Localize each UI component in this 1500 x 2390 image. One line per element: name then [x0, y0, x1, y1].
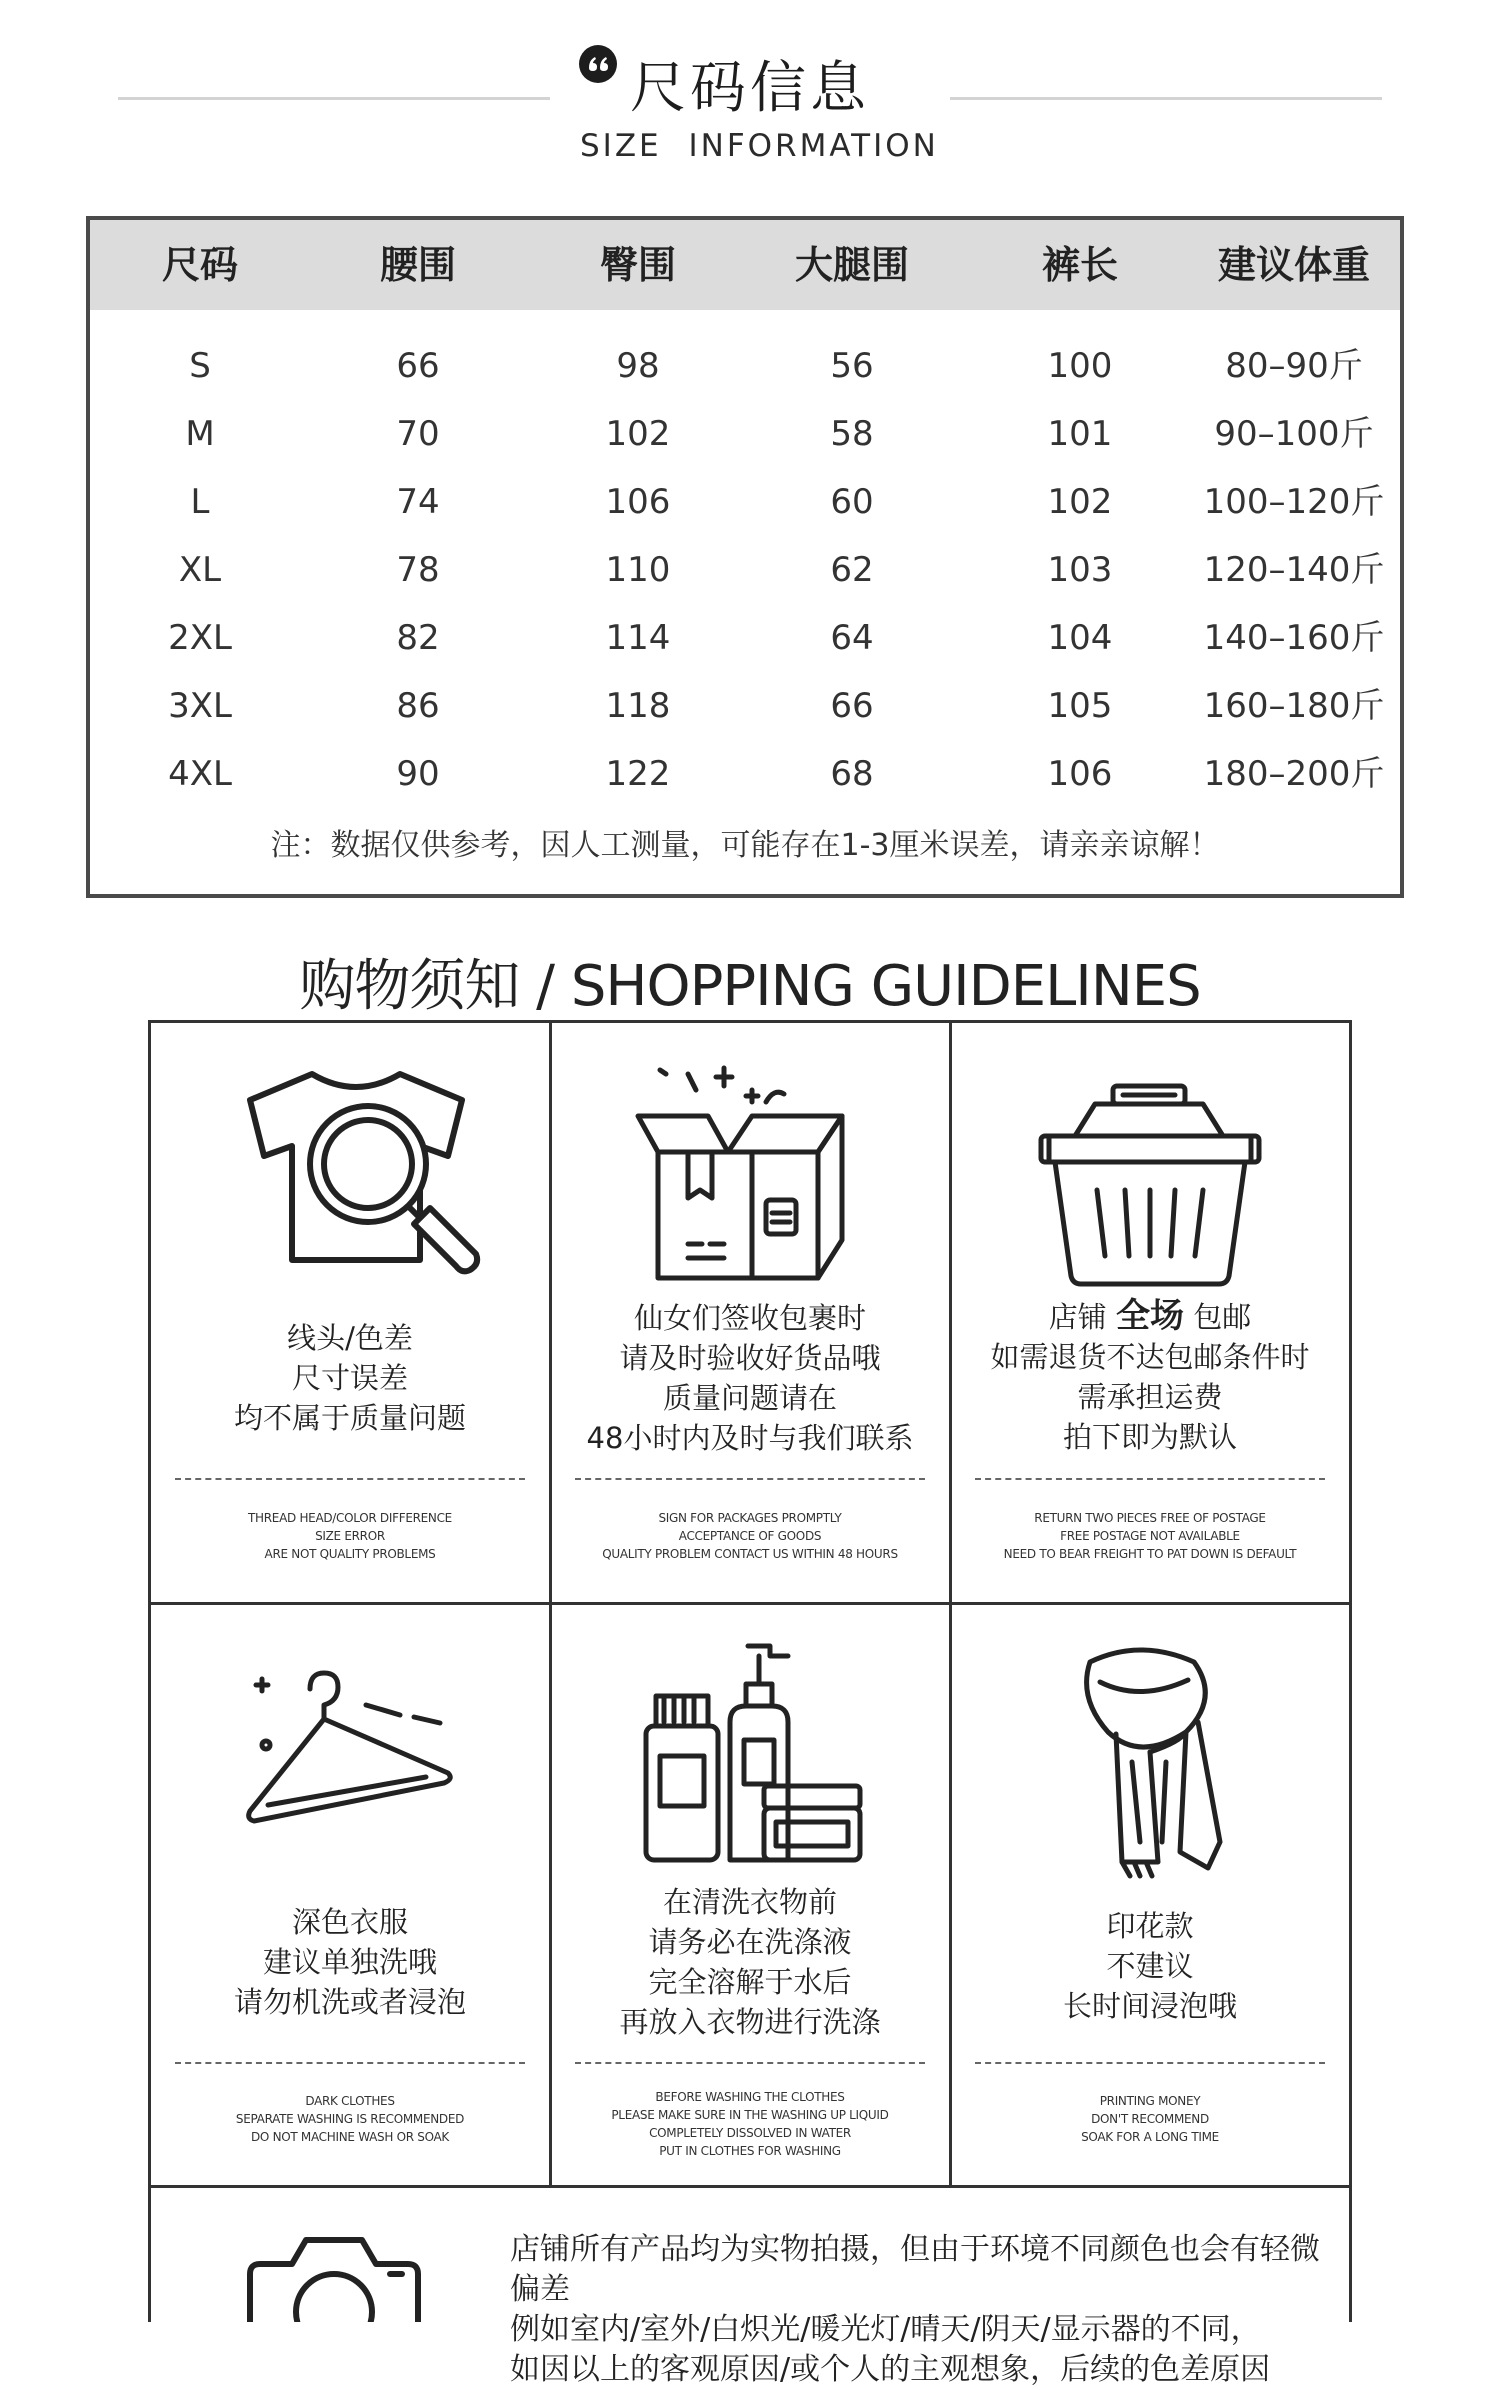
cell-waist: 78	[396, 550, 440, 590]
guide-en-line: SIGN FOR PACKAGES PROMPTLY	[658, 1511, 842, 1525]
table-row	[90, 468, 1400, 536]
cell-weight: 160–180斤	[1203, 686, 1385, 726]
guide-line-part: 包邮	[1184, 1300, 1252, 1334]
table-row	[90, 536, 1400, 604]
guide-line-free-shipping	[950, 1296, 1350, 1337]
guide-en-line: COMPLETELY DISSOLVED IN WATER	[649, 2126, 851, 2140]
guide-en-line: SOAK FOR A LONG TIME	[1081, 2130, 1219, 2144]
cell-length: 103	[1047, 550, 1113, 590]
dashed-divider	[575, 1478, 925, 1480]
guide-en-line: SEPARATE WASHING IS RECOMMENDED	[235, 2112, 465, 2126]
guide-line: 请及时验收好货品哦	[619, 1341, 881, 1375]
cell-hip: 122	[605, 754, 671, 794]
table-row	[90, 740, 1400, 808]
header-waist: 腰围	[379, 243, 456, 287]
header-weight: 建议体重	[1217, 243, 1370, 287]
cell-thigh: 66	[830, 686, 874, 726]
scarf-icon	[1070, 1642, 1230, 1882]
cell-hip: 98	[616, 346, 660, 386]
guide-line-part: 店铺	[1048, 1300, 1116, 1334]
cell-weight: 90–100斤	[1214, 414, 1374, 454]
guide-en-line: DO NOT MACHINE WASH OR SOAK	[250, 2130, 450, 2144]
cell-waist: 86	[396, 686, 440, 726]
guide-en-line: PLEASE MAKE SURE IN THE WASHING UP LIQUID	[611, 2108, 889, 2122]
guide-en-shipping	[945, 1509, 1355, 1563]
guide-line: 深色衣服	[291, 1905, 408, 1939]
cell-size: M	[185, 414, 215, 454]
guide-en-line: PRINTING MONEY	[1099, 2094, 1201, 2108]
table-row	[90, 400, 1400, 468]
guide-en-dark-clothes	[145, 2092, 555, 2146]
cell-length: 105	[1047, 686, 1113, 726]
dashed-divider	[575, 2062, 925, 2064]
size-table-header	[90, 220, 1400, 310]
guide-line: 线头/色差	[287, 1321, 413, 1355]
guide-line: 请勿机洗或者浸泡	[233, 1985, 466, 2019]
cell-hip: 102	[605, 414, 671, 454]
cell-size: 2XL	[168, 618, 232, 658]
guide-en-line: ARE NOT QUALITY PROBLEMS	[264, 1547, 436, 1561]
cell-length: 102	[1047, 482, 1113, 522]
shopping-basket-icon	[1035, 1080, 1265, 1290]
guide-line: 均不属于质量问题	[233, 1401, 466, 1435]
guide-line: 需承担运费	[1077, 1380, 1223, 1414]
grid-divider-row1	[148, 1602, 1352, 1605]
guide-line: 长时间浸泡哦	[1062, 1989, 1237, 2023]
cell-weight: 180–200斤	[1203, 754, 1385, 794]
size-subtitle: SIZE INFORMATION	[580, 128, 939, 164]
cell-size: L	[190, 482, 210, 522]
guide-en-line: NEED TO BEAR FREIGHT TO PAT DOWN IS DEFAULT	[1003, 1547, 1297, 1561]
guide-line: 建议单独洗哦	[262, 1945, 437, 1979]
guide-text-print	[950, 1906, 1350, 2026]
table-row	[90, 604, 1400, 672]
cell-weight: 80–90斤	[1225, 346, 1363, 386]
guide-en-line: THREAD HEAD/COLOR DIFFERENCE	[248, 1511, 452, 1525]
header-rule-left	[118, 97, 550, 100]
guide-line: 尺寸误差	[291, 1361, 408, 1395]
cell-waist: 70	[396, 414, 440, 454]
guide-line: 在清洗衣物前	[662, 1885, 837, 1919]
cell-thigh: 68	[830, 754, 874, 794]
cell-waist: 90	[396, 754, 440, 794]
cell-waist: 66	[396, 346, 440, 386]
guide-line: 完全溶解于水后	[648, 1965, 852, 1999]
cell-size: XL	[178, 550, 222, 590]
guide-text-quality	[150, 1318, 550, 1438]
guide-line: 印花款	[1106, 1909, 1194, 1943]
guide-line: 请务必在洗涤液	[648, 1925, 852, 1959]
guide-en-print	[945, 2092, 1355, 2146]
grid-border-top	[148, 1020, 1352, 1023]
guide-text-inspect	[550, 1298, 950, 1458]
guide-line: 如需退货不达包邮条件时	[990, 1340, 1310, 1374]
dashed-divider	[175, 1478, 525, 1480]
cell-length: 101	[1047, 414, 1113, 454]
grid-divider-row2	[148, 2185, 1352, 2188]
cell-weight: 100–120斤	[1203, 482, 1385, 522]
cell-size: 4XL	[168, 754, 232, 794]
open-box-icon	[632, 1060, 872, 1290]
dashed-divider	[175, 2062, 525, 2064]
cell-length: 100	[1047, 346, 1113, 386]
header-rule-right	[950, 97, 1382, 100]
guide-en-washing	[545, 2088, 955, 2160]
cell-length: 106	[1047, 754, 1113, 794]
guide-en-line: PUT IN CLOTHES FOR WASHING	[659, 2144, 841, 2158]
quote-mark-icon	[578, 44, 618, 84]
header-size: 尺码	[161, 243, 238, 287]
photo-line: 店铺所有产品均为实物拍摄，但由于环境不同颜色也会有轻微偏差	[510, 2232, 1320, 2307]
photo-disclaimer	[510, 2230, 1340, 2390]
guide-en-inspect	[545, 1509, 955, 1563]
cell-weight: 140–160斤	[1203, 618, 1385, 658]
cell-length: 104	[1047, 618, 1113, 658]
cell-waist: 82	[396, 618, 440, 658]
guide-line: 仙女们签收包裹时	[633, 1301, 866, 1335]
cell-size: 3XL	[168, 686, 232, 726]
cell-thigh: 64	[830, 618, 874, 658]
size-title: 尺码信息	[630, 56, 870, 121]
hanger-icon	[240, 1665, 470, 1845]
header-length: 裤长	[1041, 243, 1118, 287]
guide-en-line: ACCEPTANCE OF GOODS	[678, 1529, 822, 1543]
guide-text-washing	[550, 1882, 950, 2042]
tshirt-magnifier-icon	[240, 1060, 490, 1290]
guide-line: 48小时内及时与我们联系	[586, 1421, 914, 1455]
cell-thigh: 56	[830, 346, 874, 386]
cell-thigh: 62	[830, 550, 874, 590]
size-table	[86, 216, 1404, 898]
cell-hip: 114	[605, 618, 671, 658]
guide-line: 再放入衣物进行洗涤	[619, 2005, 881, 2039]
guide-text-shipping	[950, 1296, 1350, 1457]
dashed-divider	[975, 2062, 1325, 2064]
guide-en-quality	[145, 1509, 555, 1563]
guide-en-line: DARK CLOTHES	[305, 2094, 395, 2108]
guide-text-dark-clothes	[150, 1902, 550, 2022]
guide-en-line: BEFORE WASHING THE CLOTHES	[655, 2090, 845, 2104]
cell-size: S	[189, 346, 211, 386]
guide-line: 质量问题请在	[662, 1381, 837, 1415]
photo-line: 如因以上的客观原因/或个人的主观想象，后续的色差原因	[510, 2352, 1271, 2387]
guide-line: 拍下即为默认	[1062, 1420, 1237, 1454]
cell-weight: 120–140斤	[1203, 550, 1385, 590]
guide-en-line: DON'T RECOMMEND	[1091, 2112, 1209, 2126]
guide-en-line: RETURN TWO PIECES FREE OF POSTAGE	[1034, 1511, 1266, 1525]
header-hip: 臀围	[599, 243, 676, 287]
cell-thigh: 60	[830, 482, 874, 522]
photo-line: 例如室内/室外/白炽光/暖光灯/晴天/阴天/显示器的不同，	[510, 2312, 1261, 2347]
size-note: 注：数据仅供参考，因人工测量，可能存在1-3厘米误差，请亲亲谅解！	[270, 828, 1220, 863]
guide-en-line: SIZE ERROR	[315, 1529, 385, 1543]
cell-thigh: 58	[830, 414, 874, 454]
cell-waist: 74	[396, 482, 440, 522]
dashed-divider	[975, 1478, 1325, 1480]
guide-line: 不建议	[1106, 1949, 1194, 1983]
detergent-bottles-icon	[638, 1636, 868, 1866]
cell-hip: 118	[605, 686, 671, 726]
header-thigh: 大腿围	[794, 243, 909, 287]
cell-hip: 106	[605, 482, 671, 522]
guidelines-title: 购物须知 / SHOPPING GUIDELINES	[299, 954, 1201, 1019]
guide-en-line: QUALITY PROBLEM CONTACT US WITHIN 48 HOURS	[602, 1547, 898, 1561]
table-row	[90, 332, 1400, 400]
cell-hip: 110	[605, 550, 671, 590]
camera-icon	[244, 2234, 424, 2322]
guide-line-emphasis: 全场	[1116, 1296, 1184, 1336]
table-row	[90, 672, 1400, 740]
guide-en-line: FREE POSTAGE NOT AVAILABLE	[1060, 1529, 1240, 1543]
